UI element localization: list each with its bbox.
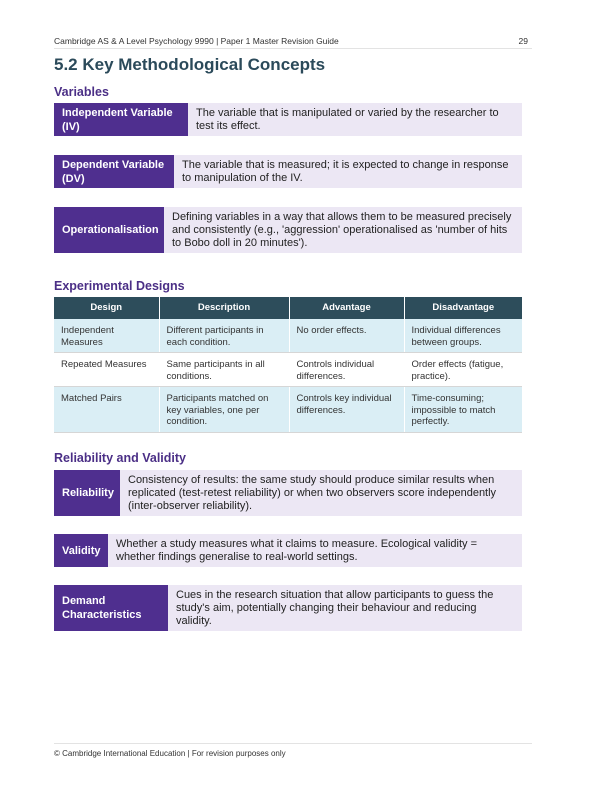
callout-term: Demand Characteristics xyxy=(54,585,168,631)
callout-definition: Consistency of results: the same study should produce similar results when replicated (test-retest reliability) or when two observers score independently (inter-observer reliability). xyxy=(128,473,497,512)
variables-heading: Variables xyxy=(54,85,109,99)
callout-term: Independent Variable (IV) xyxy=(54,103,188,136)
header-divider xyxy=(54,48,532,49)
callout-term: Validity xyxy=(54,534,108,567)
header-guide-title: Cambridge AS & A Level Psychology 9990 | Paper 1 Master Revision Guide xyxy=(54,36,339,46)
table-row xyxy=(54,319,522,353)
table-cell: Controls individual differences. xyxy=(289,353,404,387)
experimental-designs-heading: Experimental Designs xyxy=(54,279,185,293)
callout-definition: Whether a study measures what it claims to measure. Ecological validity = whether findings generalise to real-world settings. xyxy=(116,537,478,563)
callout-operationalisation xyxy=(54,207,522,253)
table-cell: Controls key individual differences. xyxy=(289,387,404,433)
header-page-number: 29 xyxy=(518,36,528,46)
table-cell: Matched Pairs xyxy=(54,387,159,433)
table-row xyxy=(54,353,522,387)
footer-divider xyxy=(54,743,532,744)
callout-reliability xyxy=(54,470,522,516)
table-cell: Individual differences between groups. xyxy=(404,319,522,353)
table-cell: Time-consuming; impossible to match perfectly. xyxy=(404,387,522,433)
column-header-advantage: Advantage xyxy=(289,297,404,319)
page-header xyxy=(54,36,532,48)
reliability-validity-heading: Reliability and Validity xyxy=(54,451,186,465)
callout-dependent-variable xyxy=(54,155,522,188)
column-header-disadvantage: Disadvantage xyxy=(404,297,522,319)
table-header-row xyxy=(54,297,522,319)
column-header-description: Description xyxy=(159,297,289,319)
callout-term: Operationalisation xyxy=(54,207,164,253)
table-row xyxy=(54,387,522,433)
table-cell: Participants matched on key variables, one per condition. xyxy=(159,387,289,433)
callout-independent-variable xyxy=(54,103,522,136)
callout-definition: The variable that is manipulated or varied by the researcher to test its effect. xyxy=(196,106,499,132)
table-cell: Same participants in all conditions. xyxy=(159,353,289,387)
page-footer: © Cambridge International Education | For revision purposes only xyxy=(54,749,286,758)
table-cell: No order effects. xyxy=(289,319,404,353)
callout-definition: The variable that is measured; it is expected to change in response to manipulation of the IV. xyxy=(182,158,509,184)
table-cell: Repeated Measures xyxy=(54,353,159,387)
table-cell: Independent Measures xyxy=(54,319,159,353)
callout-term: Reliability xyxy=(54,470,120,516)
column-header-design: Design xyxy=(54,297,159,319)
callout-definition: Cues in the research situation that allow participants to guess the study's aim, potentially changing their behaviour and reducing validity. xyxy=(176,588,494,627)
callout-demand-characteristics xyxy=(54,585,522,631)
page-title: 5.2 Key Methodological Concepts xyxy=(54,55,326,74)
callout-term: Dependent Variable (DV) xyxy=(54,155,174,188)
callout-definition: Defining variables in a way that allows them to be measured precisely and consistently (e.g., 'aggression' operationalised as 'number of hits to Bobo doll in 20 minutes'). xyxy=(172,210,512,249)
table-cell: Different participants in each condition. xyxy=(159,319,289,353)
experimental-designs-table xyxy=(54,297,522,433)
callout-validity xyxy=(54,534,522,567)
table-cell: Order effects (fatigue, practice). xyxy=(404,353,522,387)
